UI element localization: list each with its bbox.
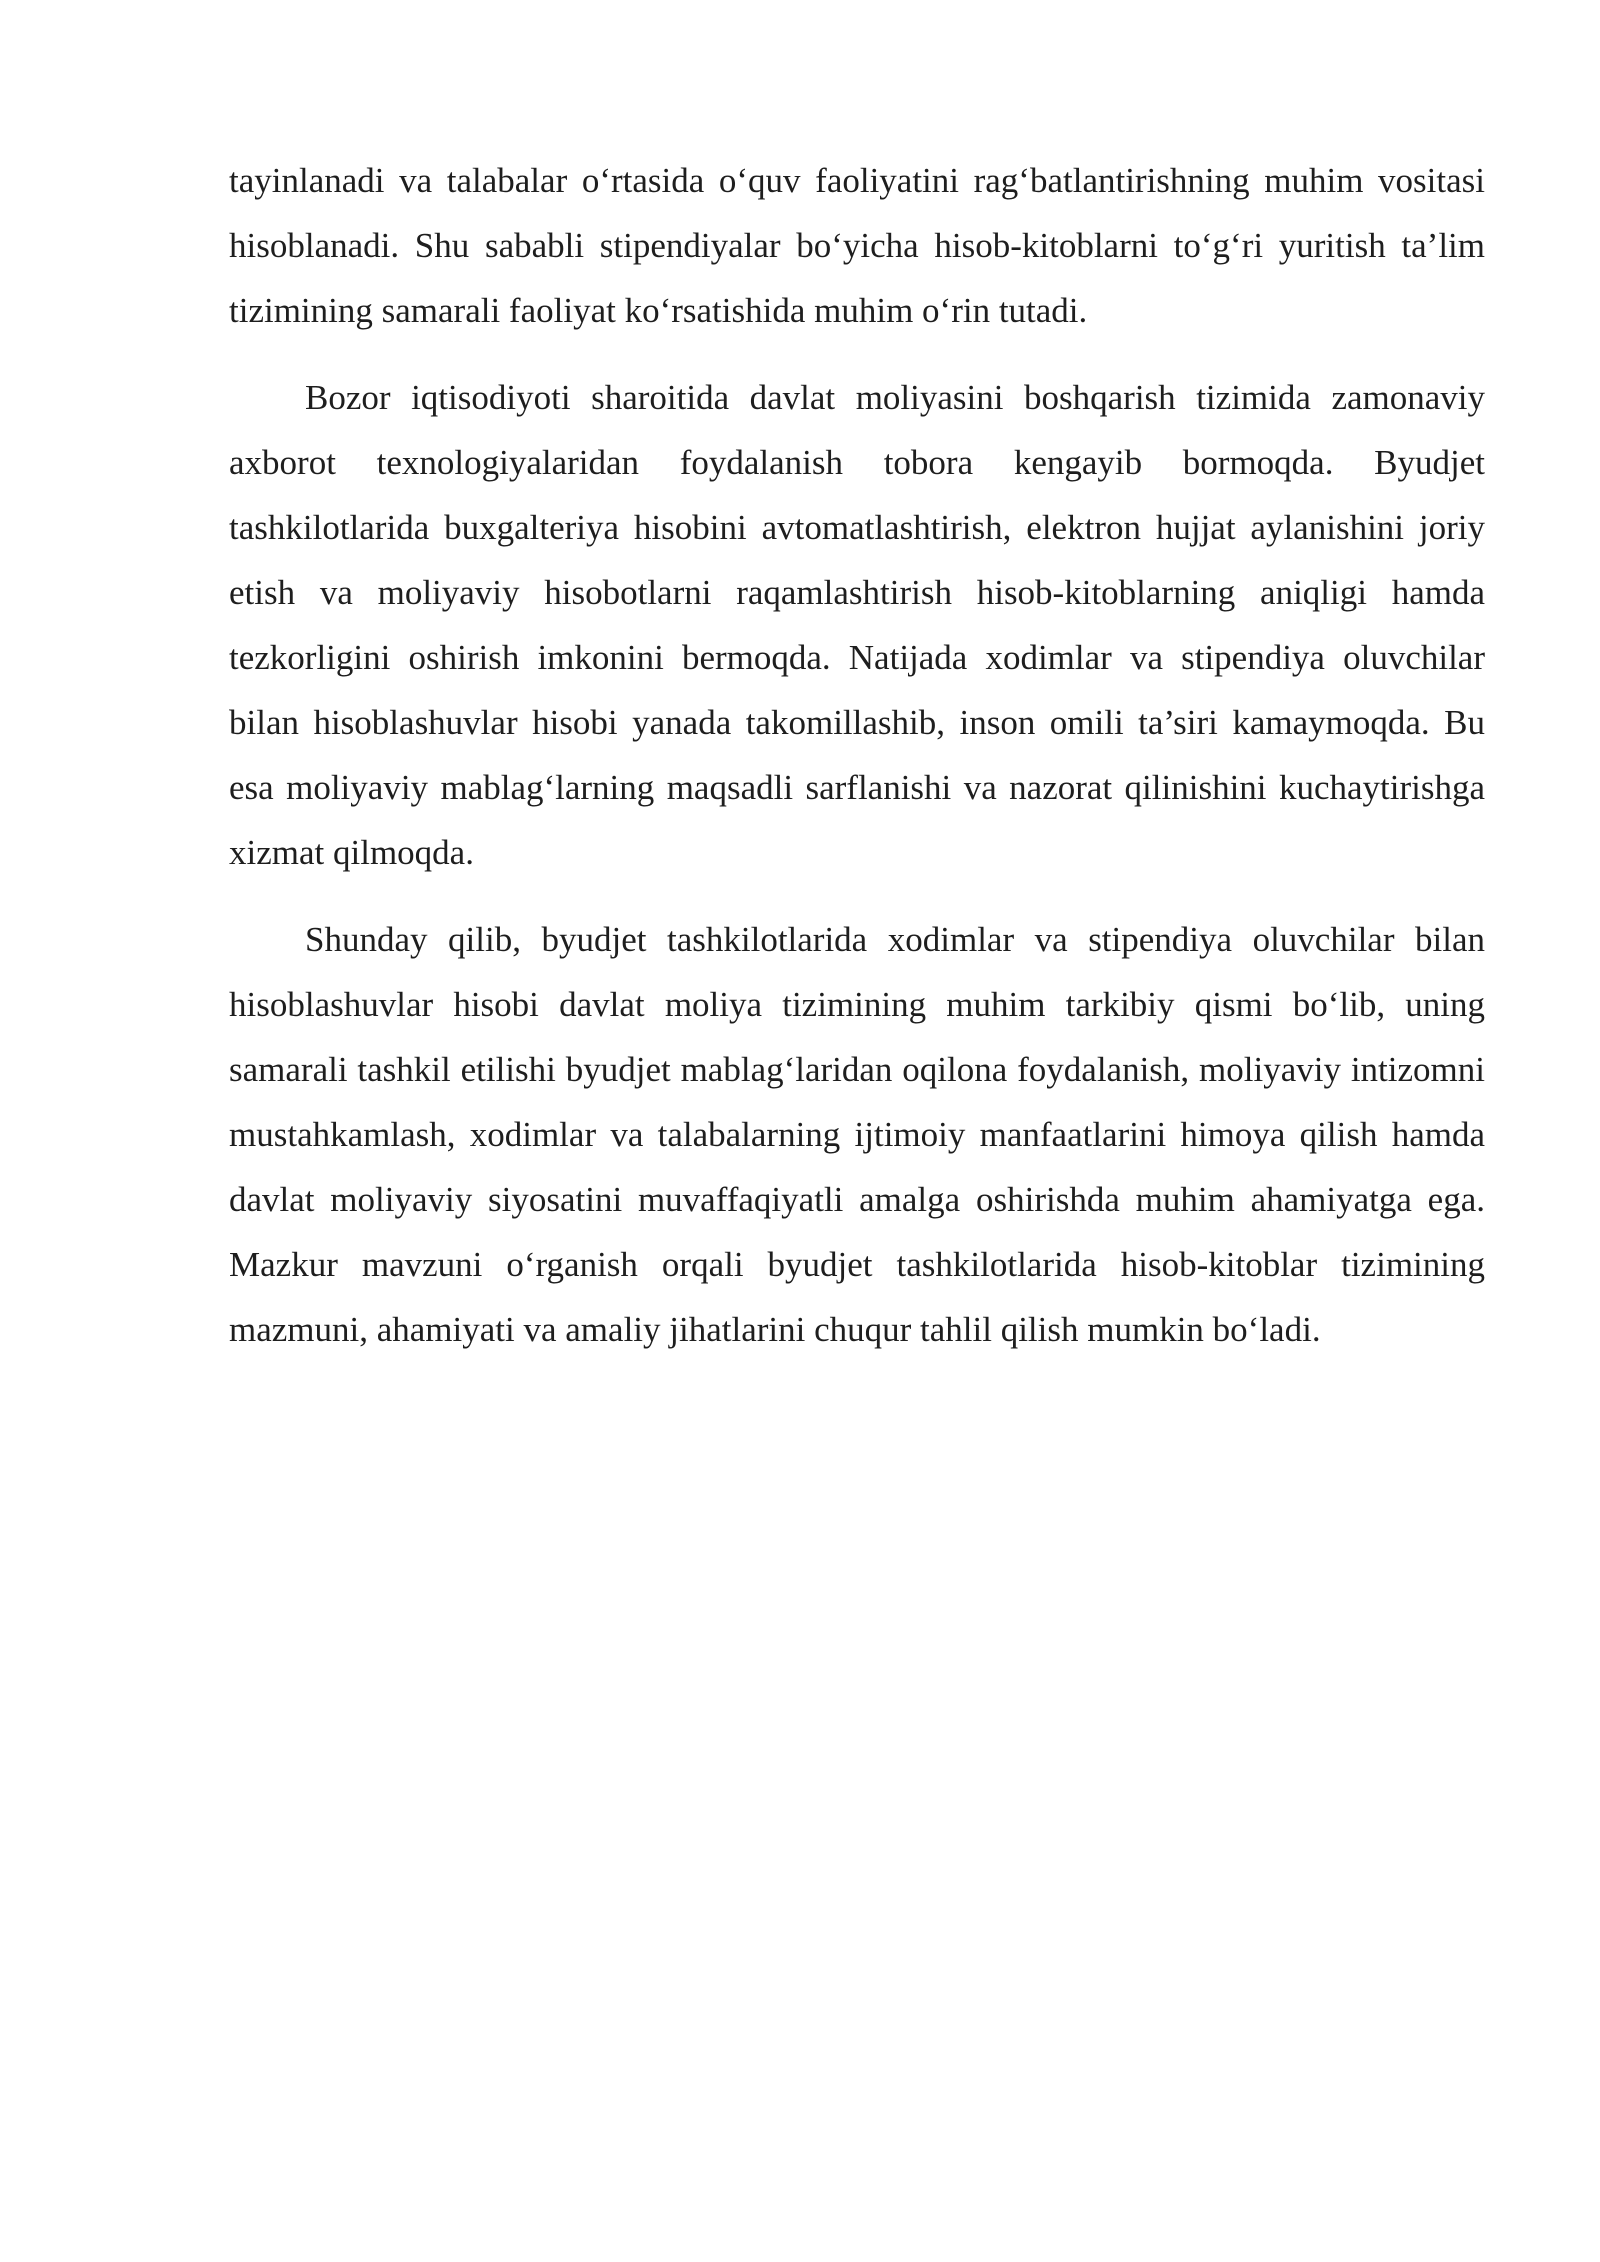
paragraph-conclusion: Shunday qilib, byudjet tashkilotlarida xodimlar va stipendiya oluvchilar bilan hisoblashuvlar hisobi davlat moliya tizimining muhim tarkibiy qismi bo‘lib, uning samarali tashkil etilishi byudjet mablag‘laridan oqilona foydalanish, moliyaviy intizomni mustahkamlash, xodimlar va talabalarning ijtimoiy manfaatlarini himoya qilish hamda davlat moliyaviy siyosatini muvaffaqiyatli amalga oshirishda muhim ahamiyatga ega. Mazkur mavzuni o‘rganish orqali byudjet tashkilotlarida hisob-kitoblar tizimining mazmuni, ahamiyati va amaliy jihatlarini chuqur tahlil qilish mumkin bo‘ladi.	[229, 920, 1485, 1349]
body-text	[229, 148, 1485, 1362]
paragraph-continuation: tayinlanadi va talabalar o‘rtasida o‘quv faoliyatini rag‘batlantirishning muhim vositasi hisoblanadi. Shu sababli stipendiyalar bo‘yicha hisob-kitoblarni to‘g‘ri yuritish ta’lim tizimining samarali faoliyat ko‘rsatishida muhim o‘rin tutadi.	[229, 161, 1485, 330]
paragraph-digital-technologies: Bozor iqtisodiyoti sharoitida davlat moliyasini boshqarish tizimida zamonaviy axborot texnologiyalaridan foydalanish tobora kengayib bormoqda. Byudjet tashkilotlarida buxgalteriya hisobini avtomatlashtirish, elektron hujjat aylanishini joriy etish va moliyaviy hisobotlarni raqamlashtirish hisob-kitoblarning aniqligi hamda tezkorligini oshirish imkonini bermoqda. Natijada xodimlar va stipendiya oluvchilar bilan hisoblashuvlar hisobi yanada takomillashib, inson omili ta’siri kamaymoqda. Bu esa moliyaviy mablag‘larning maqsadli sarflanishi va nazorat qilinishini kuchaytirishga xizmat qilmoqda.	[229, 378, 1485, 872]
